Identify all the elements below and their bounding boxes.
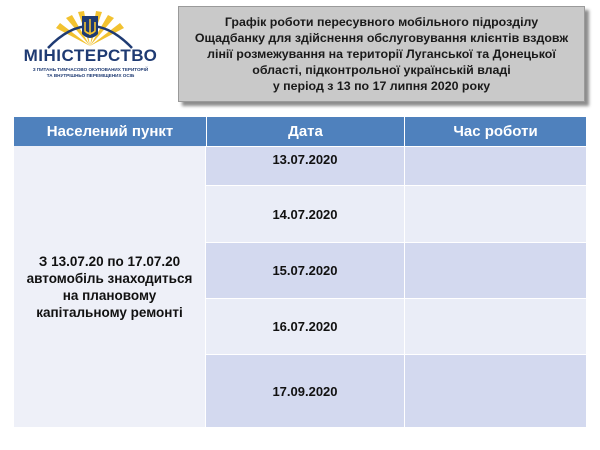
- trident-emblem-icon: [8, 6, 173, 50]
- table-row: [206, 146, 586, 185]
- date-cell: 14.07.2020: [272, 206, 338, 222]
- time-cell: [404, 186, 586, 242]
- date-cell: 16.07.2020: [272, 319, 338, 334]
- merged-note-line-1: З 13.07.20 по 17.07.20: [38, 253, 181, 269]
- header-working-hours: Час роботи: [404, 117, 586, 146]
- title-line-2: Ощадбанку для здійснення обслуговування клієнтів вздовж: [194, 31, 569, 45]
- time-cell: [404, 243, 586, 298]
- title-line-3: лінії розмежування на території Луганської та Донецької: [207, 47, 556, 61]
- logo-subtitle-line-2: ТА ВНУТРІШНЬО ПЕРЕМІЩЕНИХ ОСІБ: [46, 73, 135, 78]
- header-date: Дата: [206, 117, 404, 146]
- title-line-5: у період з 13 по 17 липня 2020 року: [272, 79, 491, 93]
- schedule-title-box: [178, 6, 585, 102]
- settlement-merged-cell: [14, 146, 206, 427]
- time-cell: [404, 147, 586, 185]
- date-cell: 15.07.2020: [272, 263, 338, 278]
- table-row: [206, 298, 586, 354]
- table-row: [206, 354, 586, 427]
- title-line-4: області, підконтрольної українській владі: [252, 63, 511, 77]
- logo-subtitle-line-1: З ПИТАНЬ ТИМЧАСОВО ОКУПОВАНИХ ТЕРИТОРІЙ: [32, 67, 149, 72]
- merged-note-line-2: автомобіль знаходиться: [26, 270, 193, 286]
- merged-note-line-4: капітальному ремонті: [36, 304, 183, 320]
- table-row: [206, 242, 586, 298]
- ministry-logo: [8, 6, 173, 84]
- logo-wordmark: МІНІСТЕРСТВО: [23, 46, 158, 65]
- title-line-1: Графік роботи пересувного мобільного підрозділу: [224, 15, 539, 29]
- header-settlement: Населений пункт: [14, 117, 206, 146]
- date-cell: 13.07.2020: [272, 152, 338, 167]
- merged-note-line-3: на плановому: [62, 287, 157, 303]
- date-cell: 17.09.2020: [272, 383, 338, 399]
- time-cell: [404, 299, 586, 354]
- time-cell: [404, 355, 586, 427]
- table-row: [206, 185, 586, 242]
